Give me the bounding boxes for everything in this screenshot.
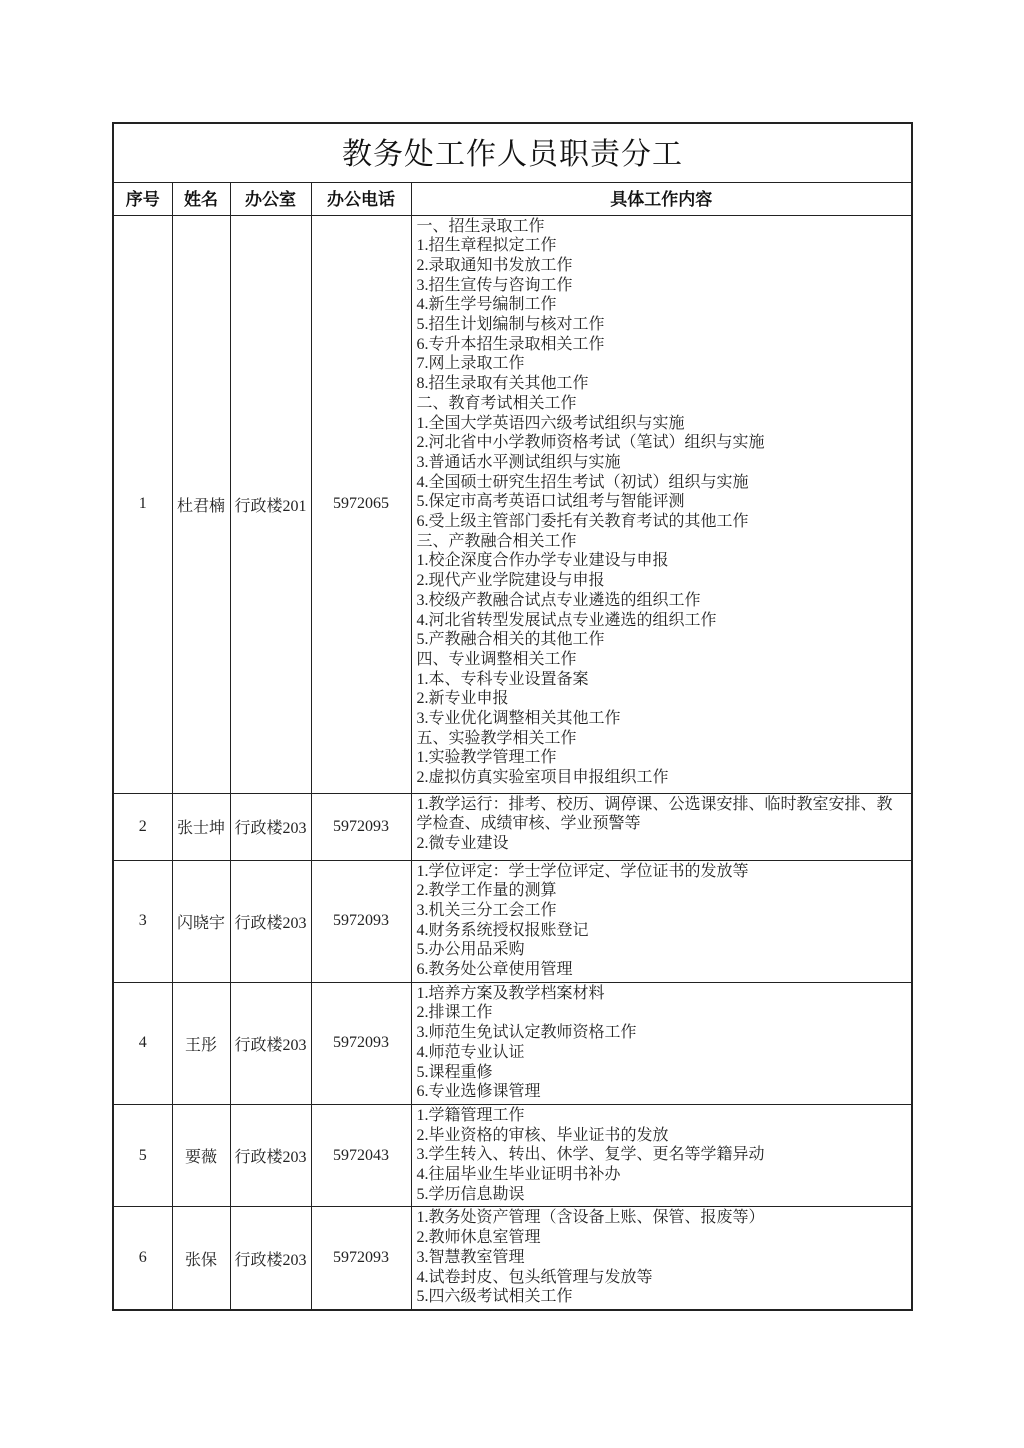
cell-no: 1 <box>113 215 172 793</box>
duty-line: 2.毕业资格的审核、毕业证书的发放 <box>416 1126 669 1144</box>
cell-office: 行政楼203 <box>230 1104 311 1207</box>
cell-duties <box>411 215 912 793</box>
duty-line: 8.招生录取有关其他工作 <box>416 375 589 393</box>
cell-name: 张士坤 <box>172 793 230 860</box>
duty-line: 5.产教融合相关的其他工作 <box>416 631 605 649</box>
duty-line: 3.校级产教融合试点专业遴选的组织工作 <box>416 591 701 609</box>
duty-line: 4.河北省转型发展试点专业遴选的组织工作 <box>416 611 717 629</box>
cell-duties <box>411 793 912 860</box>
cell-phone: 5972093 <box>311 860 411 982</box>
duty-line: 2.现代产业学院建设与申报 <box>416 572 605 590</box>
duty-line: 1.学位评定：学士学位评定、学位证书的发放等 <box>416 862 749 880</box>
duty-line: 5.办公用品采购 <box>416 941 525 959</box>
cell-phone: 5972043 <box>311 1104 411 1207</box>
duty-line: 6.专业选修课管理 <box>416 1083 541 1101</box>
duty-line: 1.学籍管理工作 <box>416 1106 525 1124</box>
duty-line: 3.机关三分工会工作 <box>416 901 557 919</box>
cell-name: 张保 <box>172 1207 230 1310</box>
duty-line: 6.专升本招生录取相关工作 <box>416 335 605 353</box>
duty-line: 4.试卷封皮、包头纸管理与发放等 <box>416 1268 653 1286</box>
duty-line: 4.新生学号编制工作 <box>416 296 557 314</box>
duty-table <box>112 122 913 1311</box>
header-row <box>113 182 912 215</box>
cell-office: 行政楼203 <box>230 1207 311 1310</box>
duty-line: 3.师范生免试认定教师资格工作 <box>416 1024 637 1042</box>
cell-office: 行政楼201 <box>230 215 311 793</box>
cell-no: 4 <box>113 982 172 1104</box>
title-row <box>113 123 912 182</box>
duty-line: 三、产教融合相关工作 <box>416 532 577 550</box>
table-row <box>113 1104 912 1207</box>
column-header-no: 序号 <box>113 182 172 215</box>
duty-line: 二、教育考试相关工作 <box>416 394 577 412</box>
duty-line: 1.校企深度合作办学专业建设与申报 <box>416 552 669 570</box>
column-header-phone: 办公电话 <box>311 182 411 215</box>
duty-line: 3.学生转入、转出、休学、复学、更名等学籍异动 <box>416 1146 765 1164</box>
table-row <box>113 793 912 860</box>
duty-line: 5.四六级考试相关工作 <box>416 1288 573 1306</box>
cell-name: 杜君楠 <box>172 215 230 793</box>
table-row <box>113 860 912 982</box>
duty-line: 1.招生章程拟定工作 <box>416 237 557 255</box>
duty-line: 1.实验教学管理工作 <box>416 749 557 767</box>
duty-line: 五、实验教学相关工作 <box>416 729 577 747</box>
table-row <box>113 982 912 1104</box>
cell-no: 5 <box>113 1104 172 1207</box>
duty-line: 4.往届毕业生毕业证明书补办 <box>416 1166 621 1184</box>
duty-line: 1.教学运行：排考、校历、调停课、公选课安排、临时教室安排、教学检查、成绩审核、学业预警等 <box>416 795 893 833</box>
duty-line: 一、招生录取工作 <box>416 217 545 235</box>
cell-phone: 5972093 <box>311 793 411 860</box>
cell-phone: 5972093 <box>311 982 411 1104</box>
cell-phone: 5972065 <box>311 215 411 793</box>
cell-office: 行政楼203 <box>230 982 311 1104</box>
cell-name: 闪晓宇 <box>172 860 230 982</box>
cell-duties <box>411 982 912 1104</box>
duty-line: 2.新专业申报 <box>416 690 509 708</box>
duty-line: 4.全国硕士研究生招生考试（初试）组织与实施 <box>416 473 749 491</box>
duty-line: 2.教师休息室管理 <box>416 1229 541 1247</box>
duty-line: 7.网上录取工作 <box>416 355 525 373</box>
duty-line: 1.教务处资产管理（含设备上账、保管、报废等） <box>416 1209 765 1227</box>
duty-line: 2.排课工作 <box>416 1004 493 1022</box>
column-header-office: 办公室 <box>230 182 311 215</box>
table-row <box>113 215 912 793</box>
cell-no: 3 <box>113 860 172 982</box>
duty-line: 4.财务系统授权报账登记 <box>416 921 589 939</box>
cell-name: 要薇 <box>172 1104 230 1207</box>
cell-office: 行政楼203 <box>230 793 311 860</box>
duty-line: 3.智慧教室管理 <box>416 1248 525 1266</box>
duty-line: 1.全国大学英语四六级考试组织与实施 <box>416 414 685 432</box>
duty-line: 1.本、专科专业设置备案 <box>416 670 589 688</box>
cell-duties <box>411 1104 912 1207</box>
duty-line: 2.虚拟仿真实验室项目申报组织工作 <box>416 769 669 787</box>
duty-line: 4.师范专业认证 <box>416 1043 525 1061</box>
duty-line: 5.保定市高考英语口试组考与智能评测 <box>416 493 685 511</box>
cell-no: 6 <box>113 1207 172 1310</box>
duty-line: 5.课程重修 <box>416 1063 493 1081</box>
duty-line: 5.招生计划编制与核对工作 <box>416 316 605 334</box>
duty-line: 6.教务处公章使用管理 <box>416 961 573 979</box>
duty-line: 3.专业优化调整相关其他工作 <box>416 710 621 728</box>
duty-line: 6.受上级主管部门委托有关教育考试的其他工作 <box>416 513 749 531</box>
duty-line: 2.教学工作量的测算 <box>416 882 557 900</box>
duty-line: 1.培养方案及教学档案材料 <box>416 984 605 1002</box>
cell-phone: 5972093 <box>311 1207 411 1310</box>
duty-line: 2.微专业建设 <box>416 834 509 852</box>
duty-line: 2.河北省中小学教师资格考试（笔试）组织与实施 <box>416 434 765 452</box>
cell-name: 王彤 <box>172 982 230 1104</box>
cell-office: 行政楼203 <box>230 860 311 982</box>
cell-no: 2 <box>113 793 172 860</box>
cell-duties <box>411 1207 912 1310</box>
duty-line: 四、专业调整相关工作 <box>416 650 577 668</box>
page-title: 教务处工作人员职责分工 <box>113 123 912 182</box>
table-row <box>113 1207 912 1310</box>
duty-line: 3.普通话水平测试组织与实施 <box>416 453 621 471</box>
column-header-duties: 具体工作内容 <box>411 182 912 215</box>
column-header-name: 姓名 <box>172 182 230 215</box>
duty-line: 3.招生宣传与咨询工作 <box>416 276 573 294</box>
duty-line: 2.录取通知书发放工作 <box>416 256 573 274</box>
cell-duties <box>411 860 912 982</box>
duty-line: 5.学历信息勘误 <box>416 1185 525 1203</box>
